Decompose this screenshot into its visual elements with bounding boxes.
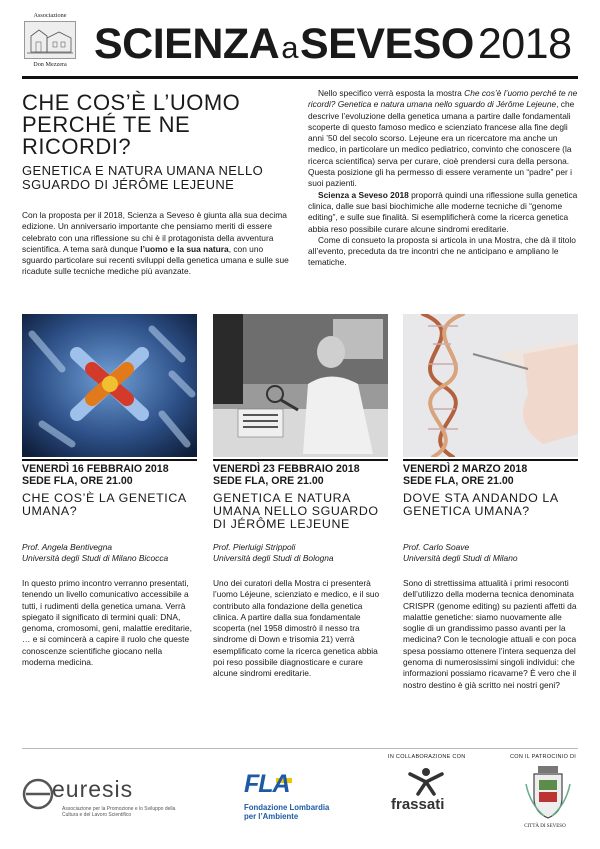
event-venue: SEDE FLA, ORE 21.00 — [403, 475, 514, 487]
assoc-building-drawing — [24, 21, 76, 59]
event-affiliation: Università degli Studi di Milano — [403, 552, 518, 563]
fla-tagline-2: per l’Ambiente — [244, 812, 299, 821]
event-affiliation: Università degli Studi di Milano Bicocca — [22, 552, 169, 563]
intro-right-p2: proporrà quindi una riflessione sulla genetica clinica, dalle sue basi biochimiche alle moderne tecniche di “genome editing”, e sulle sue finalità. Si esemplificherà come la ricerca genetica abbia reso possibile curare alcune sindromi ereditarie. — [308, 189, 578, 234]
title-year: 2018 — [477, 20, 572, 68]
event-date: VENERDÌ 16 FEBBRAIO 2018 — [22, 463, 169, 475]
event-rule — [403, 459, 578, 461]
event-speaker: Prof. Angela Bentivegna — [22, 542, 113, 552]
event-speaker: Prof. Pierluigi Strippoli — [213, 542, 296, 552]
event-date: VENERDÌ 2 MARZO 2018 — [403, 463, 528, 475]
seveso-crest-icon — [518, 764, 578, 822]
header-rule — [22, 76, 578, 79]
event-date: VENERDÌ 23 FEBBRAIO 2018 — [213, 463, 360, 475]
event-affiliation: Università degli Studi di Bologna — [213, 552, 334, 563]
patronage-label: CON IL PATROCINIO DI — [510, 754, 577, 760]
seveso-crest-logo — [515, 764, 581, 834]
chromosome-image — [22, 314, 197, 457]
intro-left-p1-end: , con uno sguardo particolare sui recenti sviluppi della genetica umana e sulle sue ricadute sulle tecniche mediche più avanzate. — [22, 243, 289, 277]
event-speaker: Prof. Carlo Soave — [403, 542, 470, 552]
intro-left-bold: l’uomo e la sua natura — [140, 243, 229, 254]
event-column-1 — [22, 459, 197, 668]
title-a: a — [281, 30, 298, 65]
fla-logo — [236, 770, 346, 830]
intro-right-text — [308, 88, 578, 269]
intro-right-p1a: Nello specifico verrà esposta la mostra — [318, 88, 465, 98]
intro-right-p3: Come di consueto la proposta si articola in una Mostra, che dà il titolo all’evento, preceduta da tre incontri che ne anticipano e ampliano le tematiche. — [308, 234, 576, 268]
seveso-caption: CITTÀ DI SEVESO — [524, 824, 566, 829]
fla-tagline — [244, 803, 329, 821]
intro-right-italic: Che cos’è l’uomo perché te ne ricordi? Genetica e natura umana nello sguardo di Jérôme Lejeune — [308, 88, 578, 110]
intro-left-p1: Con la proposta per il 2018, Scienza a Seveso è giunta alla sua decima edizione. Un anniversario importante che pensiamo meriti di essere celebrato con una riflessione su chi è il protagonista della avventura scientifica. A tema sarà dunque — [22, 210, 287, 254]
fla-wordmark: FLA — [244, 770, 290, 798]
intro-left-text — [22, 210, 292, 278]
event-venue: SEDE FLA, ORE 21.00 — [22, 475, 133, 487]
frassati-wordmark: frassati — [391, 796, 445, 813]
title-scienza: SCIENZA — [94, 20, 280, 68]
collaboration-label: IN COLLABORAZIONE CON — [388, 754, 466, 760]
dna-helix-image — [403, 314, 578, 457]
euresis-tagline: Associazione per la Promozione e lo Sviluppo della Cultura e del Lavoro Scientifico — [62, 806, 176, 818]
event-rule — [213, 459, 388, 461]
intro-right-p1b: , che descrive l’evoluzione della genetica umana a partire dalle fondamentali scoperte di questo famoso medico e scienziato francese alla fine degli anni ’50 del secolo scorso. Lejeune era un ricercatore ma anche un medico, in particolare un medico pediatrico, convinto che conoscere (la ricerca scientifica) serva per curare, cioè prendersi cura della persona. Questa posizione gli ha permesso di essere veramente un “padre” per i suoi pazienti. — [308, 99, 575, 189]
assoc-line2: Don Mezzera — [33, 61, 67, 68]
associazione-logo — [22, 12, 78, 70]
euresis-e-icon — [22, 776, 54, 812]
euresis-wordmark: euresis — [52, 776, 134, 802]
event-column-3 — [403, 459, 578, 691]
lejeune-photo — [213, 314, 388, 457]
event-title: GENETICA E NATURA UMANA NELLO SGUARDO DI JÉRÔME LEJEUNE — [213, 491, 379, 531]
event-title: CHE COS’È LA GENETICA UMANA? — [22, 491, 187, 518]
euresis-logo — [22, 776, 176, 826]
frassati-figure-icon — [396, 766, 456, 796]
event-description: Sono di strettissima attualità i primi resoconti dell’utilizzo della moderna tecnica denominata CRISPR (genome editing) su pazienti affetti da malattie genetiche: siamo nuovamente alle soglie di un grandissimo passo avanti per la medicina? Con le tecnologie attuali e con poca spesa possiamo ottenere l’intera sequenza del genoma di numerosissimi singoli individui: che informazioni possiamo ricavarne? È vero che il nostro destino è già scritto nei nostri geni? — [403, 578, 577, 690]
intro-subheading: GENETICA E NATURA UMANA NELLO SGUARDO DI JÉRÔME LEJEUNE — [22, 163, 264, 192]
event-description: Uno dei curatori della Mostra ci presenterà l’uomo Léjeune, scienziato e medico, e il suo contributo alla fondazione della genetica clinica. A partire dalla sua fondamentale scoperta (nel 1958 dimostrò il nesso tra sindrome di Down e trisomia 21) verrà esemplificato come la ricerca genetica abbia poi reso possibile diagnosticare e curare alcune sindromi ereditarie. — [213, 578, 380, 679]
intro-right-bold: Scienza a Seveso 2018 — [318, 189, 409, 200]
intro-heading: CHE COS’È L’UOMO PERCHÉ TE NE RICORDI? — [22, 90, 241, 159]
footer-rule — [22, 748, 578, 749]
event-rule — [22, 459, 197, 461]
event-venue: SEDE FLA, ORE 21.00 — [213, 475, 324, 487]
masthead-title — [94, 16, 572, 72]
event-description: In questo primo incontro verranno presentati, tenendo un livello comunicativo accessibile a tutti, i rudimenti della genetica umana. Verrà spiegato il significato di termini quali: DNA, genoma, cromosomi, geni, malattie ereditarie, … e si comincerà a capire il ruolo che queste conoscenze scientifiche giocano nella moderna medicina. — [22, 578, 192, 668]
event-title: DOVE STA ANDANDO LA GENETICA UMANA? — [403, 491, 559, 518]
fla-tagline-1: Fondazione Lombardia — [244, 803, 330, 812]
event-column-2 — [213, 459, 388, 680]
frassati-logo — [388, 766, 468, 826]
title-seveso: SEVESO — [299, 20, 474, 68]
assoc-line1: Associazione — [33, 12, 67, 19]
